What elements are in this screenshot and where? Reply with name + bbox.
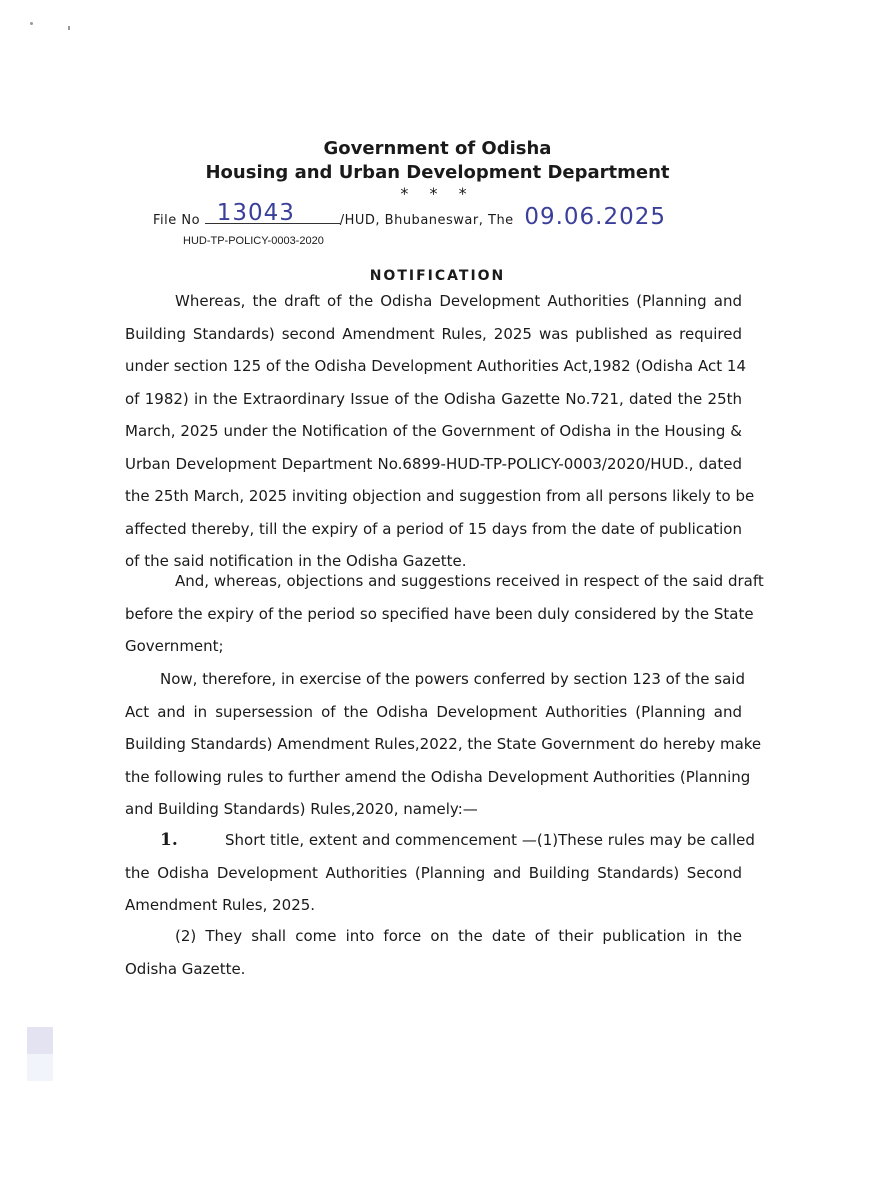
file-number-blank: [205, 200, 340, 226]
text-line: and Building Standards) Rules,2020, namely:—: [125, 800, 478, 818]
rule-1-sub-2: [125, 920, 742, 985]
scan-speck: [68, 26, 70, 30]
paragraph-whereas: [125, 285, 755, 578]
text-line: the Odisha Development Authorities (Planning and Building Standards) Second: [125, 863, 742, 882]
paragraph-now-therefore: [125, 663, 762, 826]
text-line: under section 125 of the Odisha Development Authorities Act,1982 (Odisha Act 14: [125, 357, 746, 375]
file-date: 09.06.2025: [524, 204, 667, 230]
file-suffix: /HUD, Bhubaneswar, The: [339, 213, 514, 228]
stars-divider: * * *: [400, 184, 475, 203]
text-line: Odisha Gazette.: [125, 959, 246, 978]
text-line: of the said notification in the Odisha Gazette.: [125, 552, 467, 570]
file-no-label: File No: [153, 213, 201, 228]
notification-title: NOTIFICATION: [369, 268, 506, 284]
paragraph-and-whereas: [125, 565, 764, 663]
file-number: 13043: [216, 200, 295, 226]
rule-1: [125, 824, 755, 922]
text-line: Government;: [125, 637, 224, 655]
text-line: Building Standards) second Amendment Rules, 2025 was published as required: [125, 324, 742, 343]
text-line: the following rules to further amend the Odisha Development Authorities (Planning: [125, 767, 751, 786]
scan-artifact: [27, 1054, 53, 1081]
text-line: Now, therefore, in exercise of the powers conferred by section 123 of the said: [160, 670, 745, 688]
government-title: Government of Odisha: [323, 138, 552, 159]
scan-artifact: [27, 1027, 53, 1054]
text-line: March, 2025 under the Notification of the Government of Odisha in the Housing &: [125, 422, 742, 440]
text-line: Building Standards) Amendment Rules,2022, the State Government do hereby make: [125, 735, 762, 753]
text-line: Amendment Rules, 2025.: [125, 896, 316, 914]
rule-heading: Short title, extent and commencement —(1)These rules may be called: [225, 831, 755, 849]
text-line: [125, 824, 755, 857]
text-line: Whereas, the draft of the Odisha Development Authorities (Planning and: [175, 292, 742, 310]
text-line: And, whereas, objections and suggestions received in respect of the said draft: [175, 572, 764, 590]
file-reference: HUD-TP-POLICY-0003-2020: [183, 235, 324, 247]
text-line: (2) They shall come into force on the date of their publication in the: [175, 927, 742, 945]
text-line: Act and in supersession of the Odisha Development Authorities (Planning and: [125, 702, 742, 721]
text-line: Urban Development Department No.6899-HUD-TP-POLICY-0003/2020/HUD., dated: [125, 454, 742, 473]
file-number-line: [153, 200, 667, 230]
text-line: before the expiry of the period so specified have been duly considered by the State: [125, 604, 754, 623]
text-line: the 25th March, 2025 inviting objection and suggestion from all persons likely to be: [125, 487, 755, 505]
scan-speck: [30, 22, 33, 25]
text-line: of 1982) in the Extraordinary Issue of the Odisha Gazette No.721, dated the 25th: [125, 389, 742, 408]
department-title: Housing and Urban Development Department: [205, 162, 670, 183]
text-line: affected thereby, till the expiry of a period of 15 days from the date of publication: [125, 519, 742, 538]
rule-number: 1.: [160, 830, 178, 850]
